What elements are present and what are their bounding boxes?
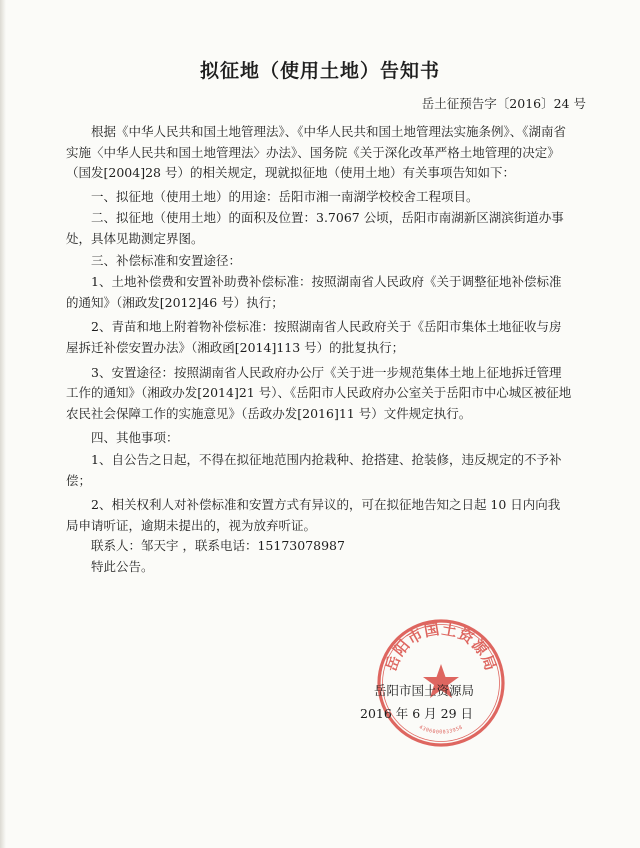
seal-text: 岳阳市国土资源局 [381, 619, 501, 674]
paragraph-item-3-3: 3、安置途径：按照湖南省人民政府办公厅《关于进一步规范集体土地上征地拆迁管理工作的通知》（湘政办发[2014]21 号）、《岳阳市人民政府办公室关于岳阳市中心城区被征地农民社会保障工作的实施意见》（岳政办发[2016]11 号）文件规定执行。 [66, 364, 572, 421]
paragraph-contact: 联系人：邹天宇 ，联系电话：15173078987 [91, 538, 345, 554]
document-body [66, 122, 572, 577]
paragraph-item-4: 四、其他事项： [91, 430, 179, 446]
paragraph-intro: 根据《中华人民共和国土地管理法》、《中华人民共和国土地管理法实施条例》、《湖南省实施〈中华人民共和国土地管理法〉办法》、国务院《关于深化改革严格土地管理的决定》（国发[2004]28 号）的相关规定，现就拟征地（使用土地）有关事项告知如下： [66, 124, 567, 181]
svg-text:4306000033958 [418, 724, 464, 735]
paragraph-closing: 特此公告。 [91, 558, 154, 574]
document-number: 岳土征预告字〔2016〕24 号 [421, 96, 586, 111]
paragraph-item-3: 三、补偿标准和安置途径： [91, 252, 242, 268]
seal-serial: 4306000033958 [418, 724, 464, 736]
paragraph-item-3-2: 2、青苗和地上附着物补偿标准：按照湖南省人民政府关于《岳阳市集体土地征收与房屋拆迁补偿安置办法》（湘政函[2014]113 号）的批复执行； [66, 319, 562, 355]
document-title: 拟征地（使用土地）告知书 [199, 60, 440, 82]
paragraph-item-1: 一、拟征地（使用土地）的用途：岳阳市湘一南湖学校校舍工程项目。 [91, 188, 479, 204]
signer-organization: 岳阳市国土资源局 [374, 683, 475, 698]
paragraph-item-2: 二、拟征地（使用土地）的面积及位置：3.7067 公顷，岳阳市南湖新区湖滨街道办事处，具体见勘测定界图。 [66, 210, 564, 246]
paragraph-item-4-2: 2、相关权利人对补偿标准和安置方式有异议的，可在拟征地告知之日起 10 日内向我局申请听证，逾期未提出的，视为放弃听证。 [66, 497, 561, 533]
paragraph-item-4-1: 1、自公告之日起，不得在拟征地范围内抢栽种、抢搭建、抢装修，违反规定的不予补偿； [66, 451, 562, 488]
scan-edge-shadow [0, 0, 6, 848]
paragraph-item-3-1: 1、土地补偿费和安置补助费补偿标准：按照湖南省人民政府《关于调整征地补偿标准的通知》（湘政发[2012]46 号）执行； [66, 274, 562, 310]
signature-date: 2016 年 6 月 29 日 [360, 706, 474, 721]
